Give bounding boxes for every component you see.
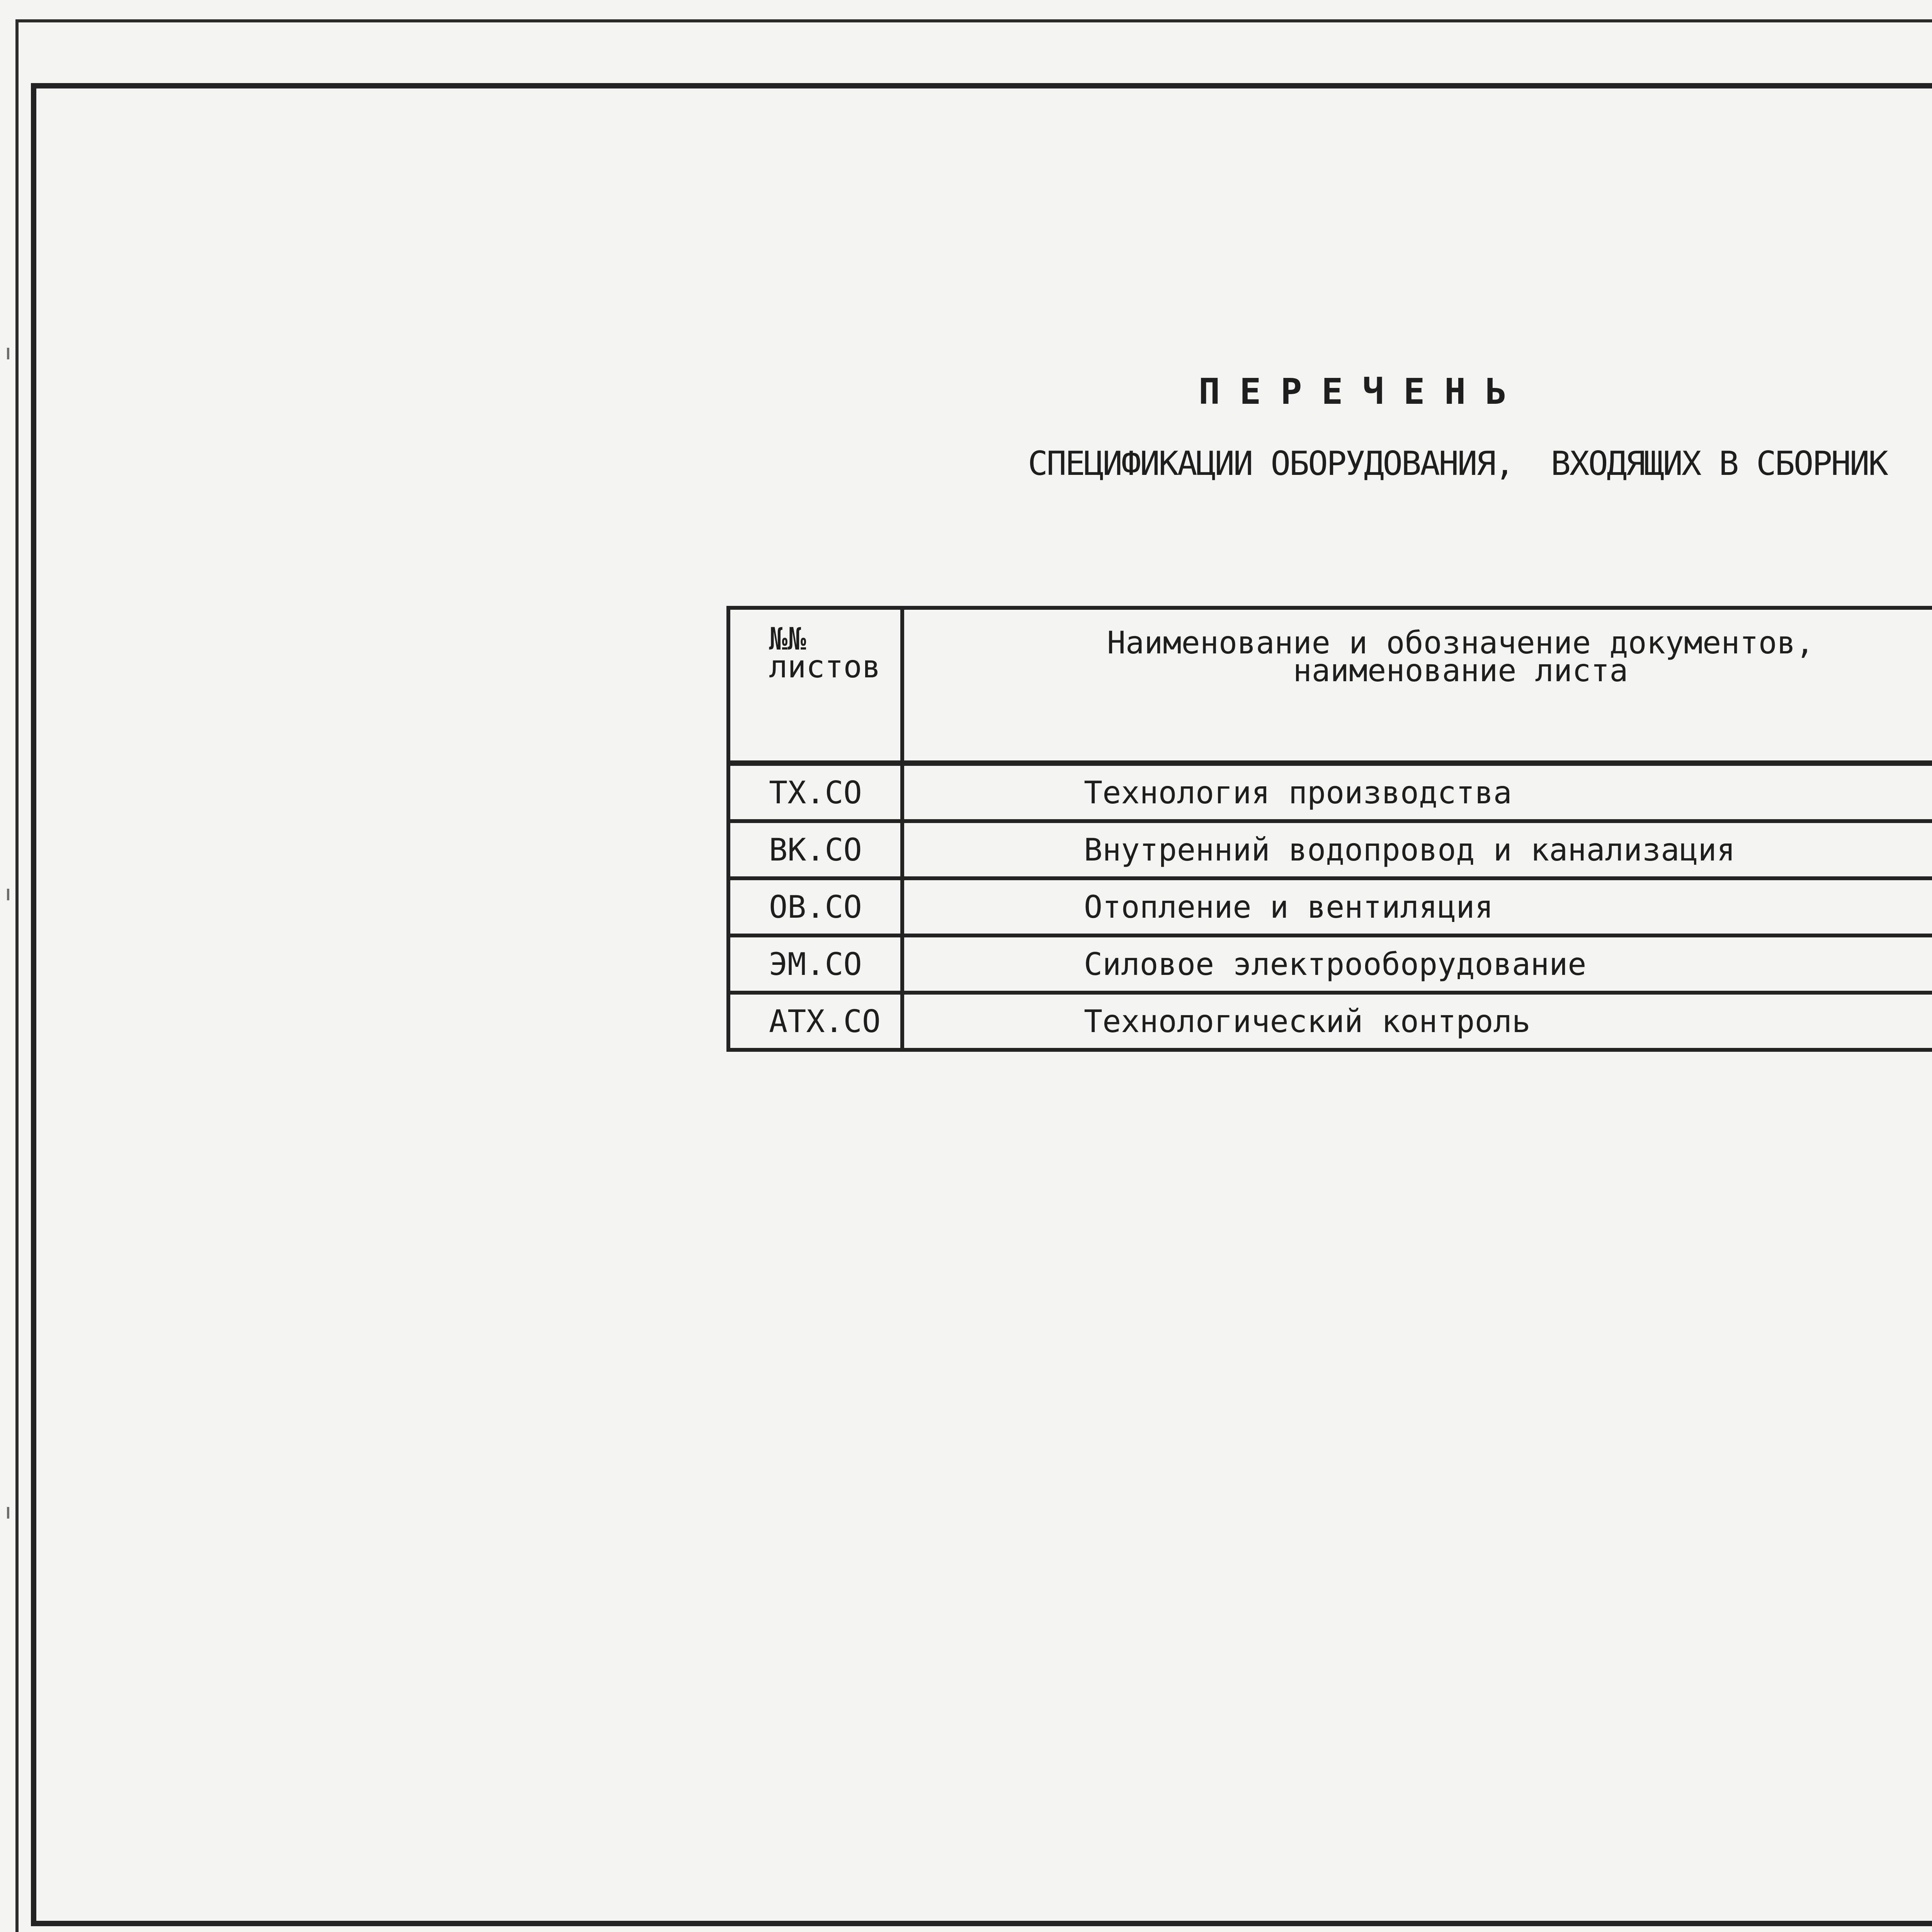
document-title: ПЕРЕЧЕНЬ [1199, 371, 1526, 412]
row-sheet-code: ЭМ.СО [728, 935, 902, 993]
header-document-name-line2: наименование листа [1293, 653, 1628, 689]
row-sheet-code: ВК.СО [728, 821, 902, 878]
table-row [728, 993, 1932, 1050]
margin-mark [7, 1507, 9, 1519]
margin-mark [7, 348, 9, 359]
row-document-name: Силовое электрооборудование [902, 935, 1932, 993]
table-row [728, 763, 1932, 821]
row-sheet-code: ОВ.СО [728, 878, 902, 935]
margin-mark [7, 889, 9, 900]
table-row [728, 935, 1932, 993]
row-sheet-code: АТХ.СО [728, 993, 902, 1050]
header-sheet-number [728, 608, 902, 763]
header-sheet-number-line1: №№ [769, 621, 806, 657]
table-header-row [728, 608, 1932, 763]
header-document-name-line1: Наименование и обозначение документов, [1107, 625, 1815, 661]
header-document-name [902, 608, 1932, 763]
row-document-name: Отопление и вентиляция [902, 878, 1932, 935]
specification-table [726, 606, 1932, 1052]
header-sheet-number-line2: листов [769, 649, 881, 685]
row-sheet-code: ТХ.СО [728, 763, 902, 821]
row-document-name: Технологический контроль [902, 993, 1932, 1050]
table-row [728, 878, 1932, 935]
document-subtitle: СПЕЦИФИКАЦИИ ОБОРУДОВАНИЯ, ВХОДЯЩИХ В СБОРНИК [1028, 444, 1887, 483]
row-document-name: Технология производства [902, 763, 1932, 821]
table-row [728, 821, 1932, 878]
row-document-name: Внутренний водопровод и канализация [902, 821, 1932, 878]
